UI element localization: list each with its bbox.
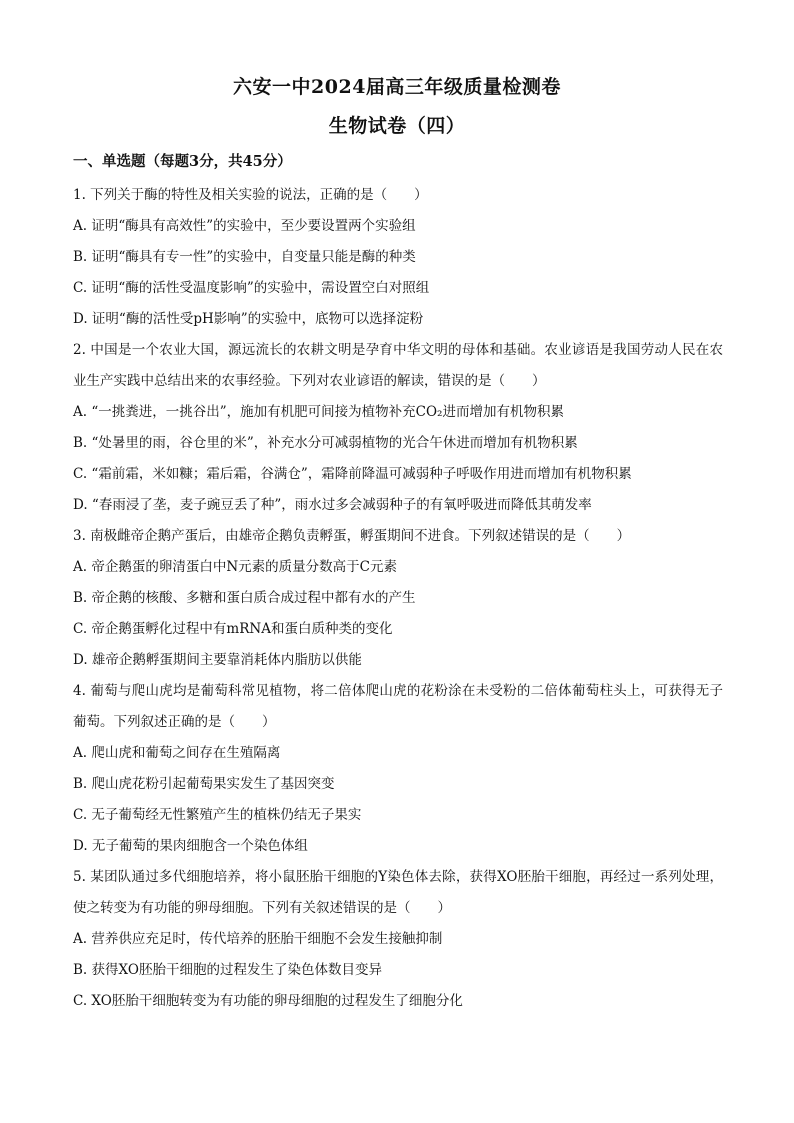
option-d: D. 无子葡萄的果肉细胞含一个染色体组 [73,838,308,854]
question-stem: 1. 下列关于酶的特性及相关实验的说法，正确的是（ ） [73,187,428,203]
option-d: D. 雄帝企鹅孵蛋期间主要靠消耗体内脂肪以供能 [73,652,362,668]
question-stem: 3. 南极雌帝企鹅产蛋后，由雄帝企鹅负责孵蛋，孵蛋期间不进食。下列叙述错误的是（ ） [73,528,631,544]
option-a: A. 营养供应充足时，传代培养的胚胎干细胞不会发生接触抑制 [73,931,443,947]
option-a: A. “一挑粪进，一挑谷出”，施加有机肥可间接为植物补充CO₂进而增加有机物积累 [73,404,564,420]
exam-subtitle: 生物试卷（四） [328,115,466,137]
question-3 [73,521,723,676]
option-b: B. 证明“酶具有专一性”的实验中，自变量只能是酶的种类 [73,249,416,265]
option-b: B. “处暑里的雨，谷仓里的米”，补充水分可减弱植物的光合午休进而增加有机物积累 [73,435,578,451]
option-a: A. 爬山虎和葡萄之间存在生殖隔离 [73,745,281,761]
question-stem: 2. 中国是一个农业大国，源远流长的农耕文明是孕育中华文明的母体和基础。农业谚语是我国劳动人民在农业生产实践中总结出来的农事经验。下列对农业谚语的解读，错误的是（ ） [73,342,723,389]
option-c: C. “霜前霜，米如糠；霜后霜，谷满仓”，霜降前降温可减弱种子呼吸作用进而增加有机物积累 [73,466,632,482]
option-c: C. XO胚胎干细胞转变为有功能的卵母细胞的过程发生了细胞分化 [73,993,463,1009]
question-2 [73,335,723,521]
option-c: C. 帝企鹅蛋孵化过程中有mRNA和蛋白质种类的变化 [73,621,393,637]
option-c: C. 证明“酶的活性受温度影响”的实验中，需设置空白对照组 [73,280,430,296]
option-a: A. 证明“酶具有高效性”的实验中，至少要设置两个实验组 [73,218,416,234]
question-5 [73,862,723,1017]
option-a: A. 帝企鹅蛋的卵清蛋白中N元素的质量分数高于C元素 [73,559,397,575]
option-c: C. 无子葡萄经无性繁殖产生的植株仍结无子果实 [73,807,362,823]
section-heading: 一、单选题（每题3分，共45分） [73,153,292,170]
question-stem: 4. 葡萄与爬山虎均是葡萄科常见植物，将二倍体爬山虎的花粉涂在未受粉的二倍体葡萄柱头上，可获得无子葡萄。下列叙述正确的是（ ） [73,683,723,730]
option-d: D. 证明“酶的活性受pH影响”的实验中，底物可以选择淀粉 [73,311,424,327]
question-stem: 5. 某团队通过多代细胞培养，将小鼠胚胎干细胞的Y染色体去除，获得XO胚胎干细胞，再经过一系列处理，使之转变为有功能的卵母细胞。下列有关叙述错误的是（ ） [73,869,723,916]
option-d: D. “春雨浸了垄，麦子豌豆丢了种”，雨水过多会减弱种子的有氧呼吸进而降低其萌发率 [73,497,592,513]
question-1 [73,180,723,335]
option-b: B. 获得XO胚胎干细胞的过程发生了染色体数目变异 [73,962,382,978]
option-b: B. 帝企鹅的核酸、多糖和蛋白质合成过程中都有水的产生 [73,590,416,606]
question-4 [73,676,723,862]
exam-title: 六安一中2024届高三年级质量检测卷 [233,76,561,98]
option-b: B. 爬山虎花粉引起葡萄果实发生了基因突变 [73,776,335,792]
question-list [73,180,723,1017]
